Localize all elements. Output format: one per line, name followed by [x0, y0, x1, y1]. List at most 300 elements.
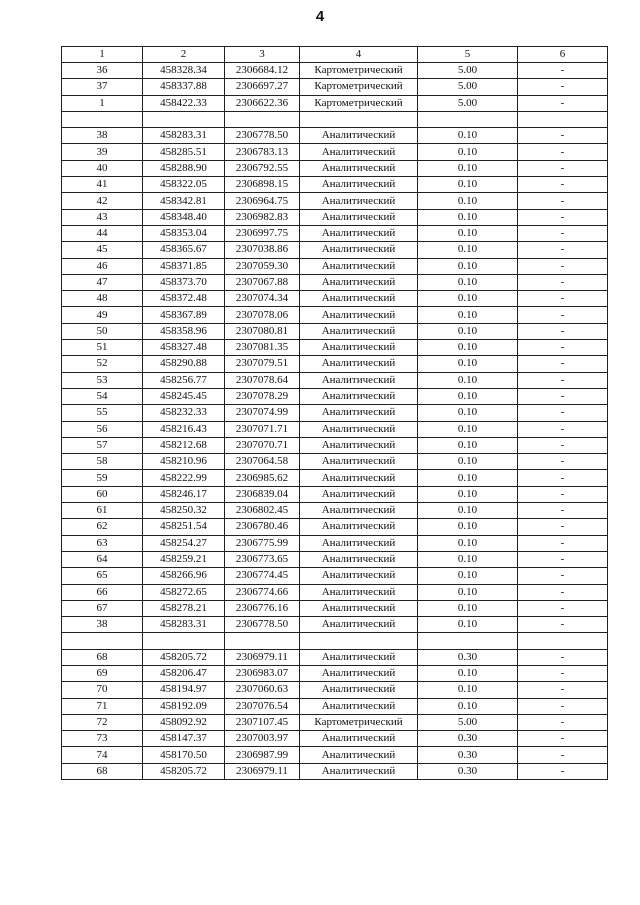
- table-cell: 458283.31: [143, 617, 225, 633]
- coordinates-table: [61, 46, 608, 780]
- table-cell: 50: [62, 323, 143, 339]
- table-cell: 0.30: [418, 747, 518, 763]
- table-cell: 458327.48: [143, 340, 225, 356]
- table-cell: [62, 111, 143, 127]
- table-cell: -: [518, 291, 608, 307]
- table-cell: 458222.99: [143, 470, 225, 486]
- table-cell: 458337.88: [143, 79, 225, 95]
- table-cell: 71: [62, 698, 143, 714]
- table-cell: -: [518, 551, 608, 567]
- table-cell: 36: [62, 63, 143, 79]
- table-cell: 458278.21: [143, 600, 225, 616]
- table-cell: -: [518, 568, 608, 584]
- table-cell: 458212.68: [143, 437, 225, 453]
- table-cell: 2307038.86: [225, 242, 300, 258]
- table-row: [62, 63, 608, 79]
- table-row: [62, 372, 608, 388]
- table-cell: Картометрический: [300, 63, 418, 79]
- table-cell: -: [518, 405, 608, 421]
- table-cell: 458170.50: [143, 747, 225, 763]
- table-cell: -: [518, 144, 608, 160]
- table-cell: 0.10: [418, 600, 518, 616]
- table-row: [62, 177, 608, 193]
- table-cell: Аналитический: [300, 437, 418, 453]
- table-cell: 458367.89: [143, 307, 225, 323]
- table-cell: -: [518, 128, 608, 144]
- table-cell: 5.00: [418, 714, 518, 730]
- table-cell: 2306773.65: [225, 551, 300, 567]
- table-cell: -: [518, 763, 608, 779]
- table-row: [62, 356, 608, 372]
- table-cell: 2306802.45: [225, 503, 300, 519]
- table-cell: -: [518, 470, 608, 486]
- table-cell: Аналитический: [300, 470, 418, 486]
- table-cell: 458353.04: [143, 225, 225, 241]
- table-cell: 59: [62, 470, 143, 486]
- table-cell: 458372.48: [143, 291, 225, 307]
- table-row: [62, 714, 608, 730]
- table-cell: 68: [62, 649, 143, 665]
- table-row: [62, 617, 608, 633]
- table-cell: 0.10: [418, 665, 518, 681]
- table-cell: -: [518, 274, 608, 290]
- table-cell: -: [518, 665, 608, 681]
- table-cell: Аналитический: [300, 388, 418, 404]
- table-cell: 458251.54: [143, 519, 225, 535]
- table-cell: 2307074.34: [225, 291, 300, 307]
- table-cell: 74: [62, 747, 143, 763]
- table-cell: 458205.72: [143, 763, 225, 779]
- table-cell: 0.10: [418, 486, 518, 502]
- table-cell: Аналитический: [300, 568, 418, 584]
- table-cell: 0.30: [418, 649, 518, 665]
- table-cell: 2306697.27: [225, 79, 300, 95]
- table-cell: -: [518, 617, 608, 633]
- table-cell: 5.00: [418, 63, 518, 79]
- table-cell: 458283.31: [143, 128, 225, 144]
- table-row: [62, 421, 608, 437]
- table-cell: 0.10: [418, 225, 518, 241]
- table-cell: 458422.33: [143, 95, 225, 111]
- table-cell: -: [518, 242, 608, 258]
- table-cell: Аналитический: [300, 225, 418, 241]
- table-cell: 0.10: [418, 470, 518, 486]
- table-cell: [225, 633, 300, 649]
- table-cell: Аналитический: [300, 519, 418, 535]
- table-cell: 0.10: [418, 340, 518, 356]
- table-row: [62, 340, 608, 356]
- table-row: [62, 291, 608, 307]
- table-cell: 0.10: [418, 128, 518, 144]
- table-cell: 0.10: [418, 584, 518, 600]
- table-cell: Аналитический: [300, 486, 418, 502]
- table-cell: Аналитический: [300, 763, 418, 779]
- table-cell: 458322.05: [143, 177, 225, 193]
- table-cell: 2307067.88: [225, 274, 300, 290]
- table-cell: Аналитический: [300, 421, 418, 437]
- table-cell: 0.10: [418, 568, 518, 584]
- table-row: [62, 503, 608, 519]
- table-row: [62, 682, 608, 698]
- table-cell: -: [518, 177, 608, 193]
- table-cell: 2306792.55: [225, 160, 300, 176]
- table-cell: -: [518, 307, 608, 323]
- table-cell: 458192.09: [143, 698, 225, 714]
- table-cell: 458147.37: [143, 731, 225, 747]
- table-cell: 67: [62, 600, 143, 616]
- table-cell: 62: [62, 519, 143, 535]
- column-header: 2: [143, 47, 225, 63]
- table-cell: 0.10: [418, 177, 518, 193]
- table-cell: Аналитический: [300, 665, 418, 681]
- table-cell: 41: [62, 177, 143, 193]
- table-cell: 2307107.45: [225, 714, 300, 730]
- table-cell: -: [518, 682, 608, 698]
- table-row: [62, 763, 608, 779]
- table-row: [62, 600, 608, 616]
- table-cell: 2307076.54: [225, 698, 300, 714]
- table-cell: Аналитический: [300, 731, 418, 747]
- table-cell: Аналитический: [300, 340, 418, 356]
- table-cell: 56: [62, 421, 143, 437]
- table-cell: Картометрический: [300, 95, 418, 111]
- table-cell: 458272.65: [143, 584, 225, 600]
- table-cell: 458288.90: [143, 160, 225, 176]
- table-cell: -: [518, 63, 608, 79]
- table-cell: [518, 111, 608, 127]
- table-cell: Аналитический: [300, 209, 418, 225]
- table-cell: 0.10: [418, 698, 518, 714]
- table-cell: -: [518, 584, 608, 600]
- table-cell: Аналитический: [300, 600, 418, 616]
- table-row: [62, 437, 608, 453]
- table-cell: Аналитический: [300, 307, 418, 323]
- table-row: [62, 551, 608, 567]
- table-cell: Аналитический: [300, 617, 418, 633]
- table-row: [62, 242, 608, 258]
- table-cell: Аналитический: [300, 649, 418, 665]
- table-cell: Аналитический: [300, 747, 418, 763]
- table-cell: 0.10: [418, 291, 518, 307]
- table-cell: 63: [62, 535, 143, 551]
- table-cell: 2306622.36: [225, 95, 300, 111]
- table-header-row: [62, 47, 608, 63]
- table-cell: 2306776.16: [225, 600, 300, 616]
- table-cell: 0.10: [418, 421, 518, 437]
- table-cell: Аналитический: [300, 551, 418, 567]
- table-cell: 2307059.30: [225, 258, 300, 274]
- table-cell: 60: [62, 486, 143, 502]
- table-cell: -: [518, 535, 608, 551]
- table-cell: 2306979.11: [225, 649, 300, 665]
- table-cell: 2306684.12: [225, 63, 300, 79]
- table-cell: 2306997.75: [225, 225, 300, 241]
- table-cell: 2307078.06: [225, 307, 300, 323]
- table-cell: 55: [62, 405, 143, 421]
- table-row: [62, 128, 608, 144]
- table-cell: 0.10: [418, 617, 518, 633]
- table-cell: 0.30: [418, 731, 518, 747]
- table-cell: Аналитический: [300, 177, 418, 193]
- table-cell: Аналитический: [300, 128, 418, 144]
- table-cell: Картометрический: [300, 79, 418, 95]
- table-cell: 2307060.63: [225, 682, 300, 698]
- table-row: [62, 95, 608, 111]
- table-cell: 458216.43: [143, 421, 225, 437]
- column-header: 3: [225, 47, 300, 63]
- table-cell: 0.10: [418, 209, 518, 225]
- table-cell: 2306839.04: [225, 486, 300, 502]
- table-cell: 458092.92: [143, 714, 225, 730]
- table-cell: 2307080.81: [225, 323, 300, 339]
- table-cell: [62, 633, 143, 649]
- table-cell: Аналитический: [300, 242, 418, 258]
- table-cell: 39: [62, 144, 143, 160]
- table-cell: -: [518, 486, 608, 502]
- table-cell: 2306985.62: [225, 470, 300, 486]
- table-cell: -: [518, 649, 608, 665]
- table-cell: 458342.81: [143, 193, 225, 209]
- table-cell: 46: [62, 258, 143, 274]
- table-cell: 458206.47: [143, 665, 225, 681]
- table-cell: [418, 633, 518, 649]
- table-cell: 65: [62, 568, 143, 584]
- table-cell: 458259.21: [143, 551, 225, 567]
- table-cell: -: [518, 258, 608, 274]
- table-cell: Аналитический: [300, 323, 418, 339]
- table-cell: Аналитический: [300, 503, 418, 519]
- table-row: [62, 535, 608, 551]
- table-cell: 458371.85: [143, 258, 225, 274]
- column-header: 6: [518, 47, 608, 63]
- table-cell: 69: [62, 665, 143, 681]
- table-cell: 458256.77: [143, 372, 225, 388]
- table-cell: Аналитический: [300, 193, 418, 209]
- table-cell: Аналитический: [300, 698, 418, 714]
- table-cell: -: [518, 209, 608, 225]
- table-cell: 37: [62, 79, 143, 95]
- table-cell: 458373.70: [143, 274, 225, 290]
- table-cell: Аналитический: [300, 405, 418, 421]
- table-row: [62, 454, 608, 470]
- table-row: [62, 225, 608, 241]
- table-cell: 458245.45: [143, 388, 225, 404]
- table-row: [62, 470, 608, 486]
- table-cell: [300, 633, 418, 649]
- table-cell: 0.10: [418, 356, 518, 372]
- table-cell: 0.10: [418, 503, 518, 519]
- table-cell: 2307074.99: [225, 405, 300, 421]
- table-cell: 38: [62, 128, 143, 144]
- table-cell: Аналитический: [300, 584, 418, 600]
- table-cell: 458232.33: [143, 405, 225, 421]
- table-cell: [518, 633, 608, 649]
- table-cell: -: [518, 714, 608, 730]
- table-cell: [225, 111, 300, 127]
- table-cell: 0.10: [418, 274, 518, 290]
- table-cell: 2306775.99: [225, 535, 300, 551]
- table-cell: 2306778.50: [225, 128, 300, 144]
- table-row: [62, 486, 608, 502]
- table-cell: 2307064.58: [225, 454, 300, 470]
- table-cell: 0.10: [418, 307, 518, 323]
- table-row: [62, 209, 608, 225]
- table-cell: 42: [62, 193, 143, 209]
- table-row: [62, 698, 608, 714]
- table-cell: 0.10: [418, 405, 518, 421]
- page-number: 4: [315, 8, 325, 25]
- table-cell: 2306964.75: [225, 193, 300, 209]
- table-cell: -: [518, 160, 608, 176]
- table-cell: 458205.72: [143, 649, 225, 665]
- table-cell: 68: [62, 763, 143, 779]
- table-row: [62, 584, 608, 600]
- table-cell: 0.10: [418, 551, 518, 567]
- table-cell: 44: [62, 225, 143, 241]
- table-cell: -: [518, 747, 608, 763]
- table-cell: 2307079.51: [225, 356, 300, 372]
- table-cell: Аналитический: [300, 144, 418, 160]
- table-cell: 45: [62, 242, 143, 258]
- table-cell: -: [518, 323, 608, 339]
- table-cell: 0.10: [418, 160, 518, 176]
- table-cell: Аналитический: [300, 535, 418, 551]
- table-cell: Аналитический: [300, 356, 418, 372]
- table-cell: 2306780.46: [225, 519, 300, 535]
- table-cell: 458250.32: [143, 503, 225, 519]
- table-cell: 2306983.07: [225, 665, 300, 681]
- table-cell: -: [518, 600, 608, 616]
- table-cell: 2307078.64: [225, 372, 300, 388]
- table-cell: -: [518, 356, 608, 372]
- table-cell: 2306778.50: [225, 617, 300, 633]
- table-cell: 458290.88: [143, 356, 225, 372]
- table-cell: -: [518, 519, 608, 535]
- table-row: [62, 747, 608, 763]
- table-cell: -: [518, 388, 608, 404]
- table-row: [62, 568, 608, 584]
- table-cell: [418, 111, 518, 127]
- table-cell: 0.10: [418, 258, 518, 274]
- table-row: [62, 193, 608, 209]
- table-cell: 0.10: [418, 454, 518, 470]
- table-cell: -: [518, 698, 608, 714]
- table-cell: 64: [62, 551, 143, 567]
- table-cell: 2306979.11: [225, 763, 300, 779]
- table-row: [62, 274, 608, 290]
- table-cell: 49: [62, 307, 143, 323]
- table-body: [62, 47, 608, 780]
- table-cell: Аналитический: [300, 454, 418, 470]
- table-cell: 73: [62, 731, 143, 747]
- table-cell: 2306898.15: [225, 177, 300, 193]
- table-cell: 2306774.45: [225, 568, 300, 584]
- table-cell: 0.10: [418, 372, 518, 388]
- table-row: [62, 665, 608, 681]
- table-cell: -: [518, 731, 608, 747]
- table-cell: -: [518, 95, 608, 111]
- table-cell: 2307071.71: [225, 421, 300, 437]
- table-cell: Аналитический: [300, 291, 418, 307]
- table-cell: 2306783.13: [225, 144, 300, 160]
- table-cell: Аналитический: [300, 160, 418, 176]
- table-cell: 2307081.35: [225, 340, 300, 356]
- table-cell: 53: [62, 372, 143, 388]
- table-cell: Картометрический: [300, 714, 418, 730]
- table-cell: Аналитический: [300, 682, 418, 698]
- table-row: [62, 405, 608, 421]
- table-row: [62, 79, 608, 95]
- table-cell: 0.10: [418, 193, 518, 209]
- table-cell: 66: [62, 584, 143, 600]
- table-cell: 70: [62, 682, 143, 698]
- table-cell: -: [518, 79, 608, 95]
- table-cell: 57: [62, 437, 143, 453]
- table-cell: 61: [62, 503, 143, 519]
- table-cell: 2307070.71: [225, 437, 300, 453]
- table-cell: 72: [62, 714, 143, 730]
- table-cell: 0.10: [418, 388, 518, 404]
- table-cell: 40: [62, 160, 143, 176]
- table-cell: 2306774.66: [225, 584, 300, 600]
- table-cell: 2307078.29: [225, 388, 300, 404]
- table-row: [62, 144, 608, 160]
- table-cell: [300, 111, 418, 127]
- table-cell: 52: [62, 356, 143, 372]
- table-cell: 5.00: [418, 79, 518, 95]
- table-row: [62, 731, 608, 747]
- table-cell: 458254.27: [143, 535, 225, 551]
- table-cell: -: [518, 372, 608, 388]
- table-cell: 58: [62, 454, 143, 470]
- table-row: [62, 307, 608, 323]
- table-cell: 2307003.97: [225, 731, 300, 747]
- table-cell: 458358.96: [143, 323, 225, 339]
- table-cell: Аналитический: [300, 274, 418, 290]
- column-header: 4: [300, 47, 418, 63]
- column-header: 5: [418, 47, 518, 63]
- table-cell: 47: [62, 274, 143, 290]
- table-cell: 51: [62, 340, 143, 356]
- table-cell: 458328.34: [143, 63, 225, 79]
- table-cell: -: [518, 437, 608, 453]
- table-cell: 38: [62, 617, 143, 633]
- table-cell: 2306982.83: [225, 209, 300, 225]
- table-cell: 0.10: [418, 535, 518, 551]
- table-cell: 43: [62, 209, 143, 225]
- table-cell: -: [518, 225, 608, 241]
- table-cell: Аналитический: [300, 258, 418, 274]
- table-row: [62, 388, 608, 404]
- table-cell: 54: [62, 388, 143, 404]
- table-cell: 0.10: [418, 144, 518, 160]
- table-cell: -: [518, 421, 608, 437]
- table-cell: 0.10: [418, 437, 518, 453]
- table-cell: -: [518, 193, 608, 209]
- table-cell: [143, 633, 225, 649]
- table-cell: -: [518, 503, 608, 519]
- table-cell: 2306987.99: [225, 747, 300, 763]
- table-cell: 458348.40: [143, 209, 225, 225]
- table-cell: -: [518, 454, 608, 470]
- table-cell: Аналитический: [300, 372, 418, 388]
- column-header: 1: [62, 47, 143, 63]
- table-cell: 0.10: [418, 682, 518, 698]
- table-row: [62, 258, 608, 274]
- table-cell: 458246.17: [143, 486, 225, 502]
- table-row: [62, 160, 608, 176]
- table-cell: 1: [62, 95, 143, 111]
